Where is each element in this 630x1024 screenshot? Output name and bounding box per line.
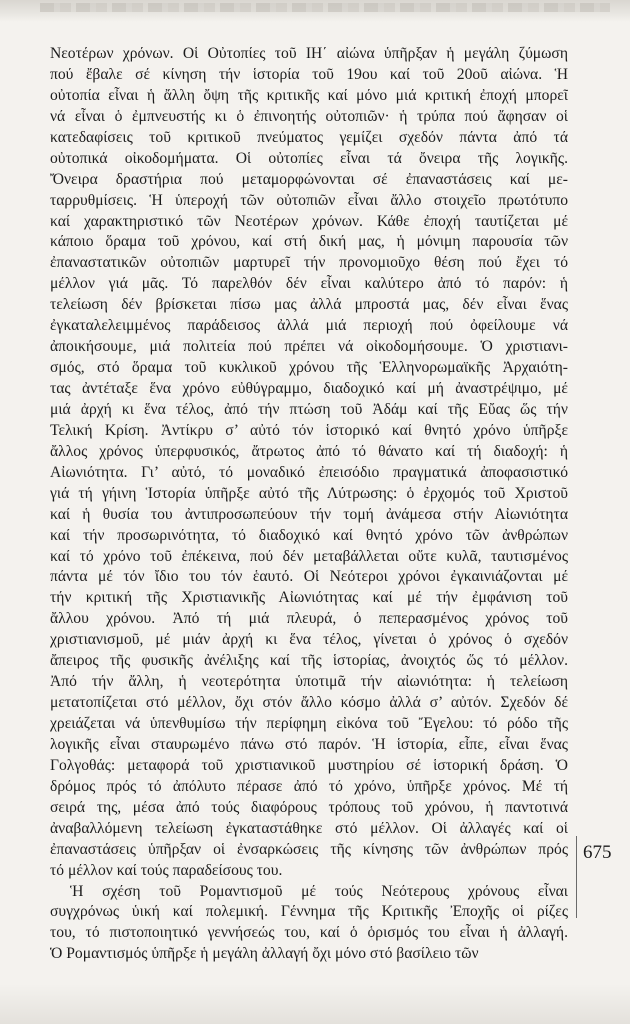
scan-bleed-through: [40, 3, 610, 12]
text-line: δρόμος πρός τό ἀπόλυτο πέρασε ἀπό τό χρόνο, ὑπῆρξε χρόνος. Μέ τή: [50, 777, 568, 795]
text-line: ἄλλου χρόνου. Ἀπό τή μιά πλευρά, ὁ πεπερασμένος χρόνος τοῦ: [50, 610, 568, 628]
text-line: χριστιανισμοῦ, μέ μιάν ἀρχή κι ἕνα τέλος, γίνεται ὁ χρόνος ὁ σχεδόν: [50, 631, 568, 649]
text-line: πού ἔβαλε σέ κίνηση τήν ἱστορία τοῦ 19ου καί τοῦ 20οῦ αἰώνα. Ἡ: [50, 65, 568, 83]
text-line: μιά ἀρχή κι ἕνα τέλος, ἀπό τήν πτώση τοῦ Ἀδάμ καί τῆς Εὔας ὥς τήν: [50, 400, 568, 418]
text-line: ἀναβαλλόμενη τελείωση ἐγκαταστάθηκε στό μέλλον. Οἱ ἀλλαγές καί οἱ: [50, 819, 568, 837]
page-body-text: [50, 44, 568, 965]
text-line: Ὄνειρα δραστήρια πού μεταμορφώνονται σέ ἐπαναστάσεις καί με-: [50, 170, 568, 188]
text-line: Ἡ σχέση τοῦ Ρομαντισμοῦ μέ τούς Νεότερους χρόνους εἶναι: [70, 882, 568, 900]
scan-top-shadow: [0, 0, 630, 22]
text-line: τήν κριτική τῆς Χριστιανικῆς Αἰωνιότητας καί μέ τήν ἐμφάνιση τοῦ: [50, 589, 568, 607]
margin-rule: [576, 836, 577, 918]
text-line: πάντα μέ τόν ἴδιο του τόν ἑαυτό. Οἱ Νεότεροι χρόνοι ἐγκαινιάζονται μέ: [50, 568, 568, 586]
text-line: σμός, στό ὅραμα τοῦ κυκλικοῦ χρόνου τῆς Ἑλληνορωμαϊκῆς Ἀρχαιότη-: [50, 359, 568, 377]
text-line: Γολγοθάς: μεταφορά τοῦ χριστιανικοῦ μυστηρίου σέ ἱστορική δράση. Ὁ: [50, 756, 568, 774]
text-line: Ἀπό τήν ἄλλη, ἡ νεοτερότητα ὑποτιμᾶ τήν αἰωνιότητα: ἡ τελείωση: [50, 673, 568, 691]
text-line: ἐπαναστάσεις ὑπῆρξαν οἱ ἐνσαρκώσεις τῆς κίνησης τῶν ἀνθρώπων πρός: [50, 840, 568, 858]
text-line: νά εἶναι ὁ ἐμπνευστής κι ὁ ἐπινοητής οὐτοπιῶν· ἡ τρύπα πού ἄφησαν οἱ: [50, 107, 568, 125]
text-line: Νεοτέρων χρόνων. Οἱ Οὐτοπίες τοῦ ΙΗ΄ αἰώνα ὑπῆρξαν ἡ μεγάλη ζύμωση: [50, 45, 568, 62]
text-line: Αἰωνιότητα. Γι’ αὐτό, τό μοναδικό ἐπεισόδιο πραγματικά ἀποφασιστικό: [50, 463, 568, 481]
text-line: χρειάζεται νά ὑπενθυμίσω τήν περίφημη εἰκόνα τοῦ Ἔγελου: τό ρόδο τῆς: [50, 715, 568, 732]
text-line: λογικῆς εἶναι σταυρωμένο πάνω στό παρόν. Ἡ ἱστορία, εἶπε, εἶναι ἕνας: [50, 735, 568, 753]
text-line: καί ἡ θυσία του ἀντιπροσωπεύουν τήν τομή ἀνάμεσα στήν Αἰωνιότητα: [50, 505, 568, 523]
page-number: 675: [583, 842, 612, 863]
text-line: οὐτοπικά οἰκοδομήματα. Οἱ οὐτοπίες εἶναι τά ὄνειρα τῆς λογικῆς.: [50, 149, 568, 167]
text-line: σειρά της, μέσα ἀπό τούς διαφόρους τρόπους τοῦ χρόνου, ἡ παντοτινά: [50, 798, 568, 816]
text-line: ἐπαναστατικῶν οὐτοπιῶν μαρτυρεῖ τήν προνομιοῦχο θέση πού ἔχει τό: [50, 254, 568, 272]
text-line: οὐτοπία εἶναι ἡ ἄλλη ὄψη τῆς κριτικῆς καί μόνο μιά κριτική ἐποχή μπορεῖ: [50, 86, 568, 104]
text-line: ταρρυθμίσεις. Ἡ ὑπεροχή τῶν οὐτοπιῶν εἶναι ἄλλο στοιχεῖο πρωτότυπο: [50, 191, 568, 209]
scan-bottom-shade: [0, 984, 630, 1024]
text-line: συγχρόνως ὑική καί πολεμική. Γέννημα τῆς Κριτικῆς Ἐποχῆς οἱ ρίζες: [50, 903, 568, 921]
text-line: κάποιο ὅραμα τοῦ χρόνου, καί στή δική μας, ἡ μόνιμη παρουσία τῶν: [50, 233, 568, 251]
text-line: κατεδαφίσεις τοῦ κριτικοῦ πνεύματος γεμίζει σχεδόν πάντα ἀπό τά: [50, 128, 568, 146]
text-line: ἄλλος χρόνος ὑπερφυσικός, ἄτρωτος ἀπό τό θάνατο καί τή διαδοχή: ἡ: [50, 442, 568, 460]
text-line: τελείωση δέν βρίσκεται πίσω μας ἀλλά μπροστά μας, δέν εἶναι ἕνας: [50, 296, 568, 314]
text-line: τό μέλλον καί τούς παραδείσους του.: [50, 861, 283, 879]
text-line: Ὁ Ρομαντισμός ὑπῆρξε ἡ μεγάλη ἀλλαγή ὄχι μόνο στό βασίλειο τῶν: [50, 945, 479, 963]
text-line: τας ἀντέταξε ἕνα χρόνο εὐθύγραμμο, διαδοχικό καί μή ἀναστρέψιμο, μέ: [50, 380, 568, 397]
text-line: μετατοπίζεται στό μέλλον, ὄχι στόν ἄλλο κόσμο ἀλλά σ’ αὐτόν. Σχεδόν δέ: [50, 694, 568, 712]
text-line: γιά τή γήινη Ἱστορία ὑπῆρξε αὐτό τῆς Λύτρωσης: ὁ ἐρχομός τοῦ Χριστοῦ: [50, 484, 568, 502]
text-line: ἄπειρος τῆς φυσικῆς ἀνέλιξης καί τῆς ἱστορίας, ἀνοιχτός ὥς τό μέλλον.: [50, 652, 568, 670]
text-line: καί χαρακτηριστικό τῶν Νεοτέρων χρόνων. Κάθε ἐποχή ταυτίζεται μέ: [50, 212, 568, 230]
text-line: του, τό πιστοποιητικό γεννήσεώς του, καί ὁ ὁρισμός του εἶναι ἡ ἀλλαγή.: [50, 924, 568, 942]
text-line: καί τήν προσωρινότητα, τό διαδοχικό καί θνητό χρόνο τῶν ἀνθρώπων: [50, 526, 568, 544]
text-line: ἐγκαταλελειμμένος παράδεισος ἀλλά μιά περιοχή πού ὀφείλουμε νά: [50, 317, 568, 335]
text-line: ἀποικήσουμε, μιά πολιτεία πού πρέπει νά οἰκοδομήσουμε. Ὁ χριστιανι-: [50, 338, 568, 356]
text-line: Τελική Κρίση. Ἀντίκρυ σ’ αὐτό τόν ἱστορικό καί θνητό χρόνο ὑπῆρξε: [50, 421, 568, 439]
text-line: μέλλον γιά μᾶς. Τό παρελθόν δέν εἶναι καλύτερο ἀπό τό παρόν: ἡ: [50, 275, 568, 293]
text-line: καί τό χρόνο τοῦ ἐπέκεινα, πού δέν μεταβάλλεται οὔτε κυλᾶ, ταυτισμένος: [50, 547, 568, 565]
